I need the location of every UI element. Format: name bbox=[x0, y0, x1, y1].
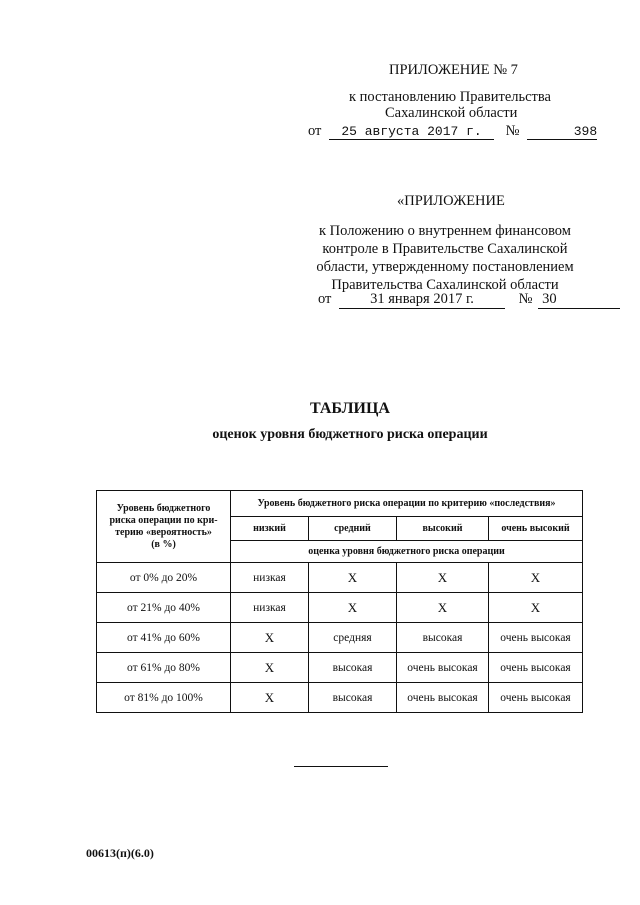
separator-line bbox=[294, 766, 388, 767]
appendix-date-row bbox=[308, 123, 597, 140]
consequence-level-very-high: очень высокий bbox=[489, 517, 583, 541]
assessment-cell: Х bbox=[309, 593, 397, 623]
date-prefix: от bbox=[308, 123, 322, 139]
assessment-cell: Х bbox=[231, 653, 309, 683]
number-prefix: № bbox=[518, 291, 533, 307]
number-prefix: № bbox=[505, 123, 520, 139]
assessment-cell: низкая bbox=[231, 593, 309, 623]
assessment-cell: очень высокая bbox=[489, 623, 583, 653]
document-title: ТАБЛИЦА bbox=[310, 400, 390, 417]
table-row bbox=[97, 593, 583, 623]
assessment-cell: высокая bbox=[397, 623, 489, 653]
appendix-region: Сахалинской области bbox=[385, 105, 518, 121]
appendix2-line: области, утвержденному постановлением bbox=[316, 259, 574, 275]
probability-range: от 61% до 80% bbox=[97, 653, 231, 683]
row-header-line: терию «вероятность» bbox=[115, 526, 212, 538]
probability-range: от 21% до 40% bbox=[97, 593, 231, 623]
probability-range: от 41% до 60% bbox=[97, 623, 231, 653]
date-prefix: от bbox=[318, 291, 332, 307]
assessment-cell: Х bbox=[309, 563, 397, 593]
risk-assessment-table bbox=[96, 490, 583, 713]
appendix2-line: контроле в Правительстве Сахалинской bbox=[322, 241, 568, 257]
appendix-resolution-line: к постановлению Правительства bbox=[349, 89, 551, 105]
table-row bbox=[97, 653, 583, 683]
row-header-line: (в %) bbox=[151, 538, 176, 550]
row-header-line: риска операции по кри- bbox=[109, 514, 218, 526]
assessment-cell: очень высокая bbox=[397, 653, 489, 683]
consequence-level-medium: средний bbox=[309, 517, 397, 541]
row-header-line: Уровень бюджетного bbox=[116, 502, 211, 514]
appendix-number: 398 bbox=[527, 124, 597, 140]
assessment-cell: Х bbox=[397, 593, 489, 623]
appendix2-description bbox=[300, 222, 590, 294]
appendix2-line: Правительства Сахалинской области bbox=[331, 277, 559, 293]
footer-code: 00613(п)(6.0) bbox=[86, 846, 154, 860]
appendix-title: ПРИЛОЖЕНИЕ № 7 bbox=[389, 62, 518, 78]
assessment-cell: низкая bbox=[231, 563, 309, 593]
assessment-cell: очень высокая bbox=[397, 683, 489, 713]
assessment-cell: средняя bbox=[309, 623, 397, 653]
table-row bbox=[97, 563, 583, 593]
consequence-header: Уровень бюджетного риска операции по критерию «последствия» bbox=[231, 491, 583, 517]
assessment-cell: Х bbox=[489, 593, 583, 623]
assessment-cell: Х bbox=[489, 563, 583, 593]
appendix2-date-row bbox=[318, 291, 620, 309]
document-subtitle: оценок уровня бюджетного риска операции bbox=[212, 427, 488, 442]
consequence-level-high: высокий bbox=[397, 517, 489, 541]
probability-range: от 81% до 100% bbox=[97, 683, 231, 713]
row-header-cell bbox=[97, 491, 231, 563]
appendix2-number: 30 bbox=[538, 291, 620, 309]
assessment-cell: Х bbox=[397, 563, 489, 593]
table-row bbox=[97, 683, 583, 713]
assessment-cell: высокая bbox=[309, 653, 397, 683]
assessment-cell: очень высокая bbox=[489, 683, 583, 713]
table-row bbox=[97, 623, 583, 653]
appendix2-title: «ПРИЛОЖЕНИЕ bbox=[397, 193, 505, 209]
appendix2-date: 31 января 2017 г. bbox=[339, 291, 505, 309]
assessment-cell: очень высокая bbox=[489, 653, 583, 683]
assessment-cell: высокая bbox=[309, 683, 397, 713]
appendix2-line: к Положению о внутреннем финансовом bbox=[319, 223, 571, 239]
assessment-cell: Х bbox=[231, 683, 309, 713]
probability-range: от 0% до 20% bbox=[97, 563, 231, 593]
appendix-date: 25 августа 2017 г. bbox=[329, 124, 494, 140]
assessment-cell: Х bbox=[231, 623, 309, 653]
assessment-header: оценка уровня бюджетного риска операции bbox=[231, 541, 583, 563]
consequence-level-low: низкий bbox=[231, 517, 309, 541]
